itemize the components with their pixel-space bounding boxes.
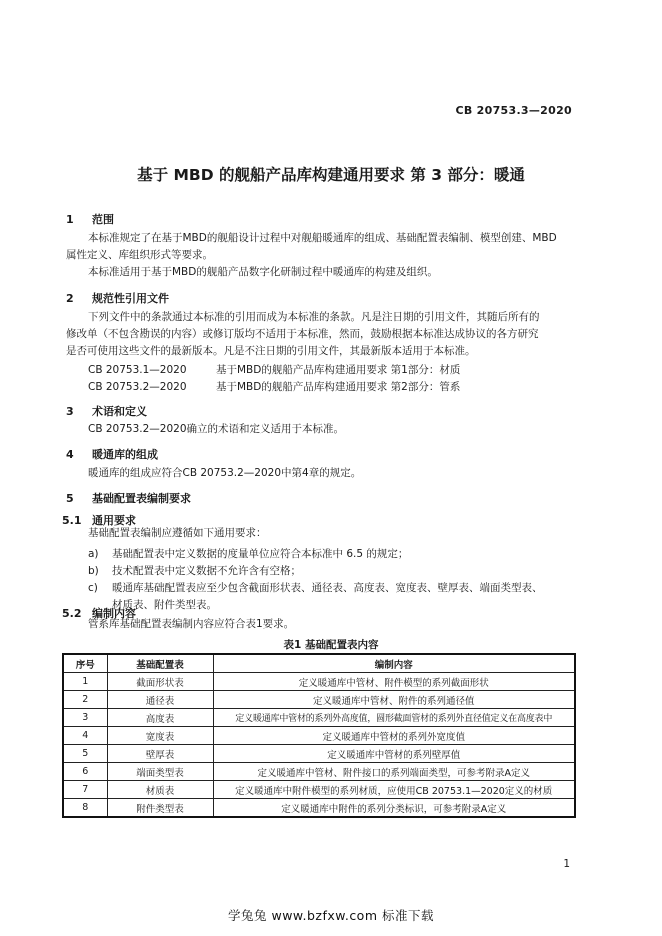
header-cell-content: 编制内容 xyxy=(213,654,575,673)
cell-config-table: 宽度表 xyxy=(107,727,213,745)
section-number: 1 xyxy=(66,213,74,226)
section-2-para-line-3: 是否可使用这些文件的最新版本。凡是不注日期的引用文件，其最新版本适用于本标准。 xyxy=(66,345,476,357)
list-marker: a) xyxy=(88,548,99,560)
table-row xyxy=(63,709,575,727)
normative-reference-1 xyxy=(88,362,460,377)
list-marker: c) xyxy=(88,582,98,594)
section-title: 术语和定义 xyxy=(92,405,147,418)
cell-config-table: 高度表 xyxy=(107,709,213,727)
cell-index: 2 xyxy=(63,691,107,709)
section-number: 3 xyxy=(66,405,74,418)
section-3-para: CB 20753.2—2020确立的术语和定义适用于本标准。 xyxy=(88,423,345,435)
list-text: 基础配置表中定义数据的度量单位应符合本标准中 6.5 的规定； xyxy=(112,548,409,560)
section-title: 规范性引用文件 xyxy=(92,292,169,305)
section-5-1-intro: 基础配置表编制应遵循如下通用要求： xyxy=(88,527,267,539)
cell-content: 定义暖通库中管材的系列壁厚值 xyxy=(213,745,575,763)
reference-title: 基于MBD的舰船产品库构建通用要求 第1部分：材质 xyxy=(216,364,461,376)
list-item-a xyxy=(88,546,408,561)
cell-content: 定义暖通库中管材、附件的系列通径值 xyxy=(213,691,575,709)
table-row xyxy=(63,781,575,799)
section-number: 5 xyxy=(66,492,74,505)
list-item-c xyxy=(88,580,543,595)
subsection-number: 5.2 xyxy=(62,607,82,620)
section-1-para-1-line-1: 本标准规定了在基于MBD的舰船设计过程中对舰船暖通库的组成、基础配置表编制、模型创建、MBD xyxy=(88,232,557,244)
cell-index: 5 xyxy=(63,745,107,763)
section-title: 暖通库的组成 xyxy=(92,448,158,461)
config-table xyxy=(62,653,576,818)
section-number: 4 xyxy=(66,448,74,461)
cell-content: 定义暖通库中管材、附件模型的系列截面形状 xyxy=(213,673,575,691)
list-text: 技术配置表中定义数据不允许含有空格； xyxy=(112,565,301,577)
section-1-para-1-line-2: 属性定义、库组织形式等要求。 xyxy=(66,249,213,261)
section-3-heading xyxy=(66,403,147,419)
reference-title: 基于MBD的舰船产品库构建通用要求 第2部分：管系 xyxy=(216,381,461,393)
table-caption: 表1 基础配置表内容 xyxy=(283,639,379,651)
section-title: 基础配置表编制要求 xyxy=(92,492,191,505)
cell-index: 4 xyxy=(63,727,107,745)
cell-content: 定义暖通库中管材的系列外宽度值 xyxy=(213,727,575,745)
document-title: 基于 MBD 的舰船产品库构建通用要求 第 3 部分：暖通 xyxy=(137,166,525,184)
list-item-c-continued: 材质表、附件类型表。 xyxy=(112,599,217,611)
section-number: 2 xyxy=(66,292,74,305)
section-5-heading xyxy=(66,490,191,506)
table-header-row xyxy=(63,654,575,673)
header-cell-config-table: 基础配置表 xyxy=(107,654,213,673)
cell-index: 6 xyxy=(63,763,107,781)
header-cell-index: 序号 xyxy=(63,654,107,673)
site-footer-watermark: 学兔兔 www.bzfxw.com 标准下载 xyxy=(228,908,434,923)
table-row xyxy=(63,727,575,745)
cell-content: 定义暖通库中附件模型的系列材质，应使用CB 20753.1—2020定义的材质 xyxy=(213,781,575,799)
subsection-title: 编制内容 xyxy=(92,607,136,620)
standard-code: CB 20753.3—2020 xyxy=(455,104,572,117)
list-text: 暖通库基础配置表应至少包含截面形状表、通径表、高度表、宽度表、壁厚表、端面类型表、 xyxy=(112,582,543,594)
cell-content: 定义暖通库中管材、附件接口的系列端面类型，可参考附录A定义 xyxy=(213,763,575,781)
cell-index: 1 xyxy=(63,673,107,691)
section-2-heading xyxy=(66,290,169,306)
cell-index: 7 xyxy=(63,781,107,799)
reference-code: CB 20753.1—2020 xyxy=(88,364,187,376)
section-2-para-line-2: 修改单（不包含勘误的内容）或修订版均不适用于本标准，然而，鼓励根据本标准达成协议的各方研究 xyxy=(66,328,539,340)
cell-config-table: 截面形状表 xyxy=(107,673,213,691)
cell-config-table: 附件类型表 xyxy=(107,799,213,818)
list-item-b xyxy=(88,563,301,578)
cell-config-table: 通径表 xyxy=(107,691,213,709)
cell-content: 定义暖通库中管材的系列外高度值，圆形截面管材的系列外直径值定义在高度表中 xyxy=(213,709,575,727)
section-1-heading xyxy=(66,211,114,227)
section-5-2-intro: 管系库基础配置表编制内容应符合表1要求。 xyxy=(88,618,295,630)
cell-config-table: 端面类型表 xyxy=(107,763,213,781)
subsection-number: 5.1 xyxy=(62,514,82,527)
section-title: 范围 xyxy=(92,213,114,226)
cell-index: 8 xyxy=(63,799,107,818)
subsection-title: 通用要求 xyxy=(92,514,136,527)
cell-index: 3 xyxy=(63,709,107,727)
section-2-para-line-1: 下列文件中的条款通过本标准的引用而成为本标准的条款。凡是注日期的引用文件，其随后所有的 xyxy=(88,311,540,323)
list-marker: b) xyxy=(88,565,99,577)
normative-reference-2 xyxy=(88,379,460,394)
page-number: 1 xyxy=(563,858,570,870)
reference-code: CB 20753.2—2020 xyxy=(88,381,187,393)
section-1-para-2: 本标准适用于基于MBD的舰船产品数字化研制过程中暖通库的构建及组织。 xyxy=(88,266,438,278)
cell-config-table: 壁厚表 xyxy=(107,745,213,763)
section-4-heading xyxy=(66,446,158,462)
table-row xyxy=(63,691,575,709)
cell-config-table: 材质表 xyxy=(107,781,213,799)
cell-content: 定义暖通库中附件的系列分类标识，可参考附录A定义 xyxy=(213,799,575,818)
section-4-para: 暖通库的组成应符合CB 20753.2—2020中第4章的规定。 xyxy=(88,467,362,479)
table-row xyxy=(63,763,575,781)
table-row xyxy=(63,745,575,763)
table-row xyxy=(63,799,575,818)
table-row xyxy=(63,673,575,691)
